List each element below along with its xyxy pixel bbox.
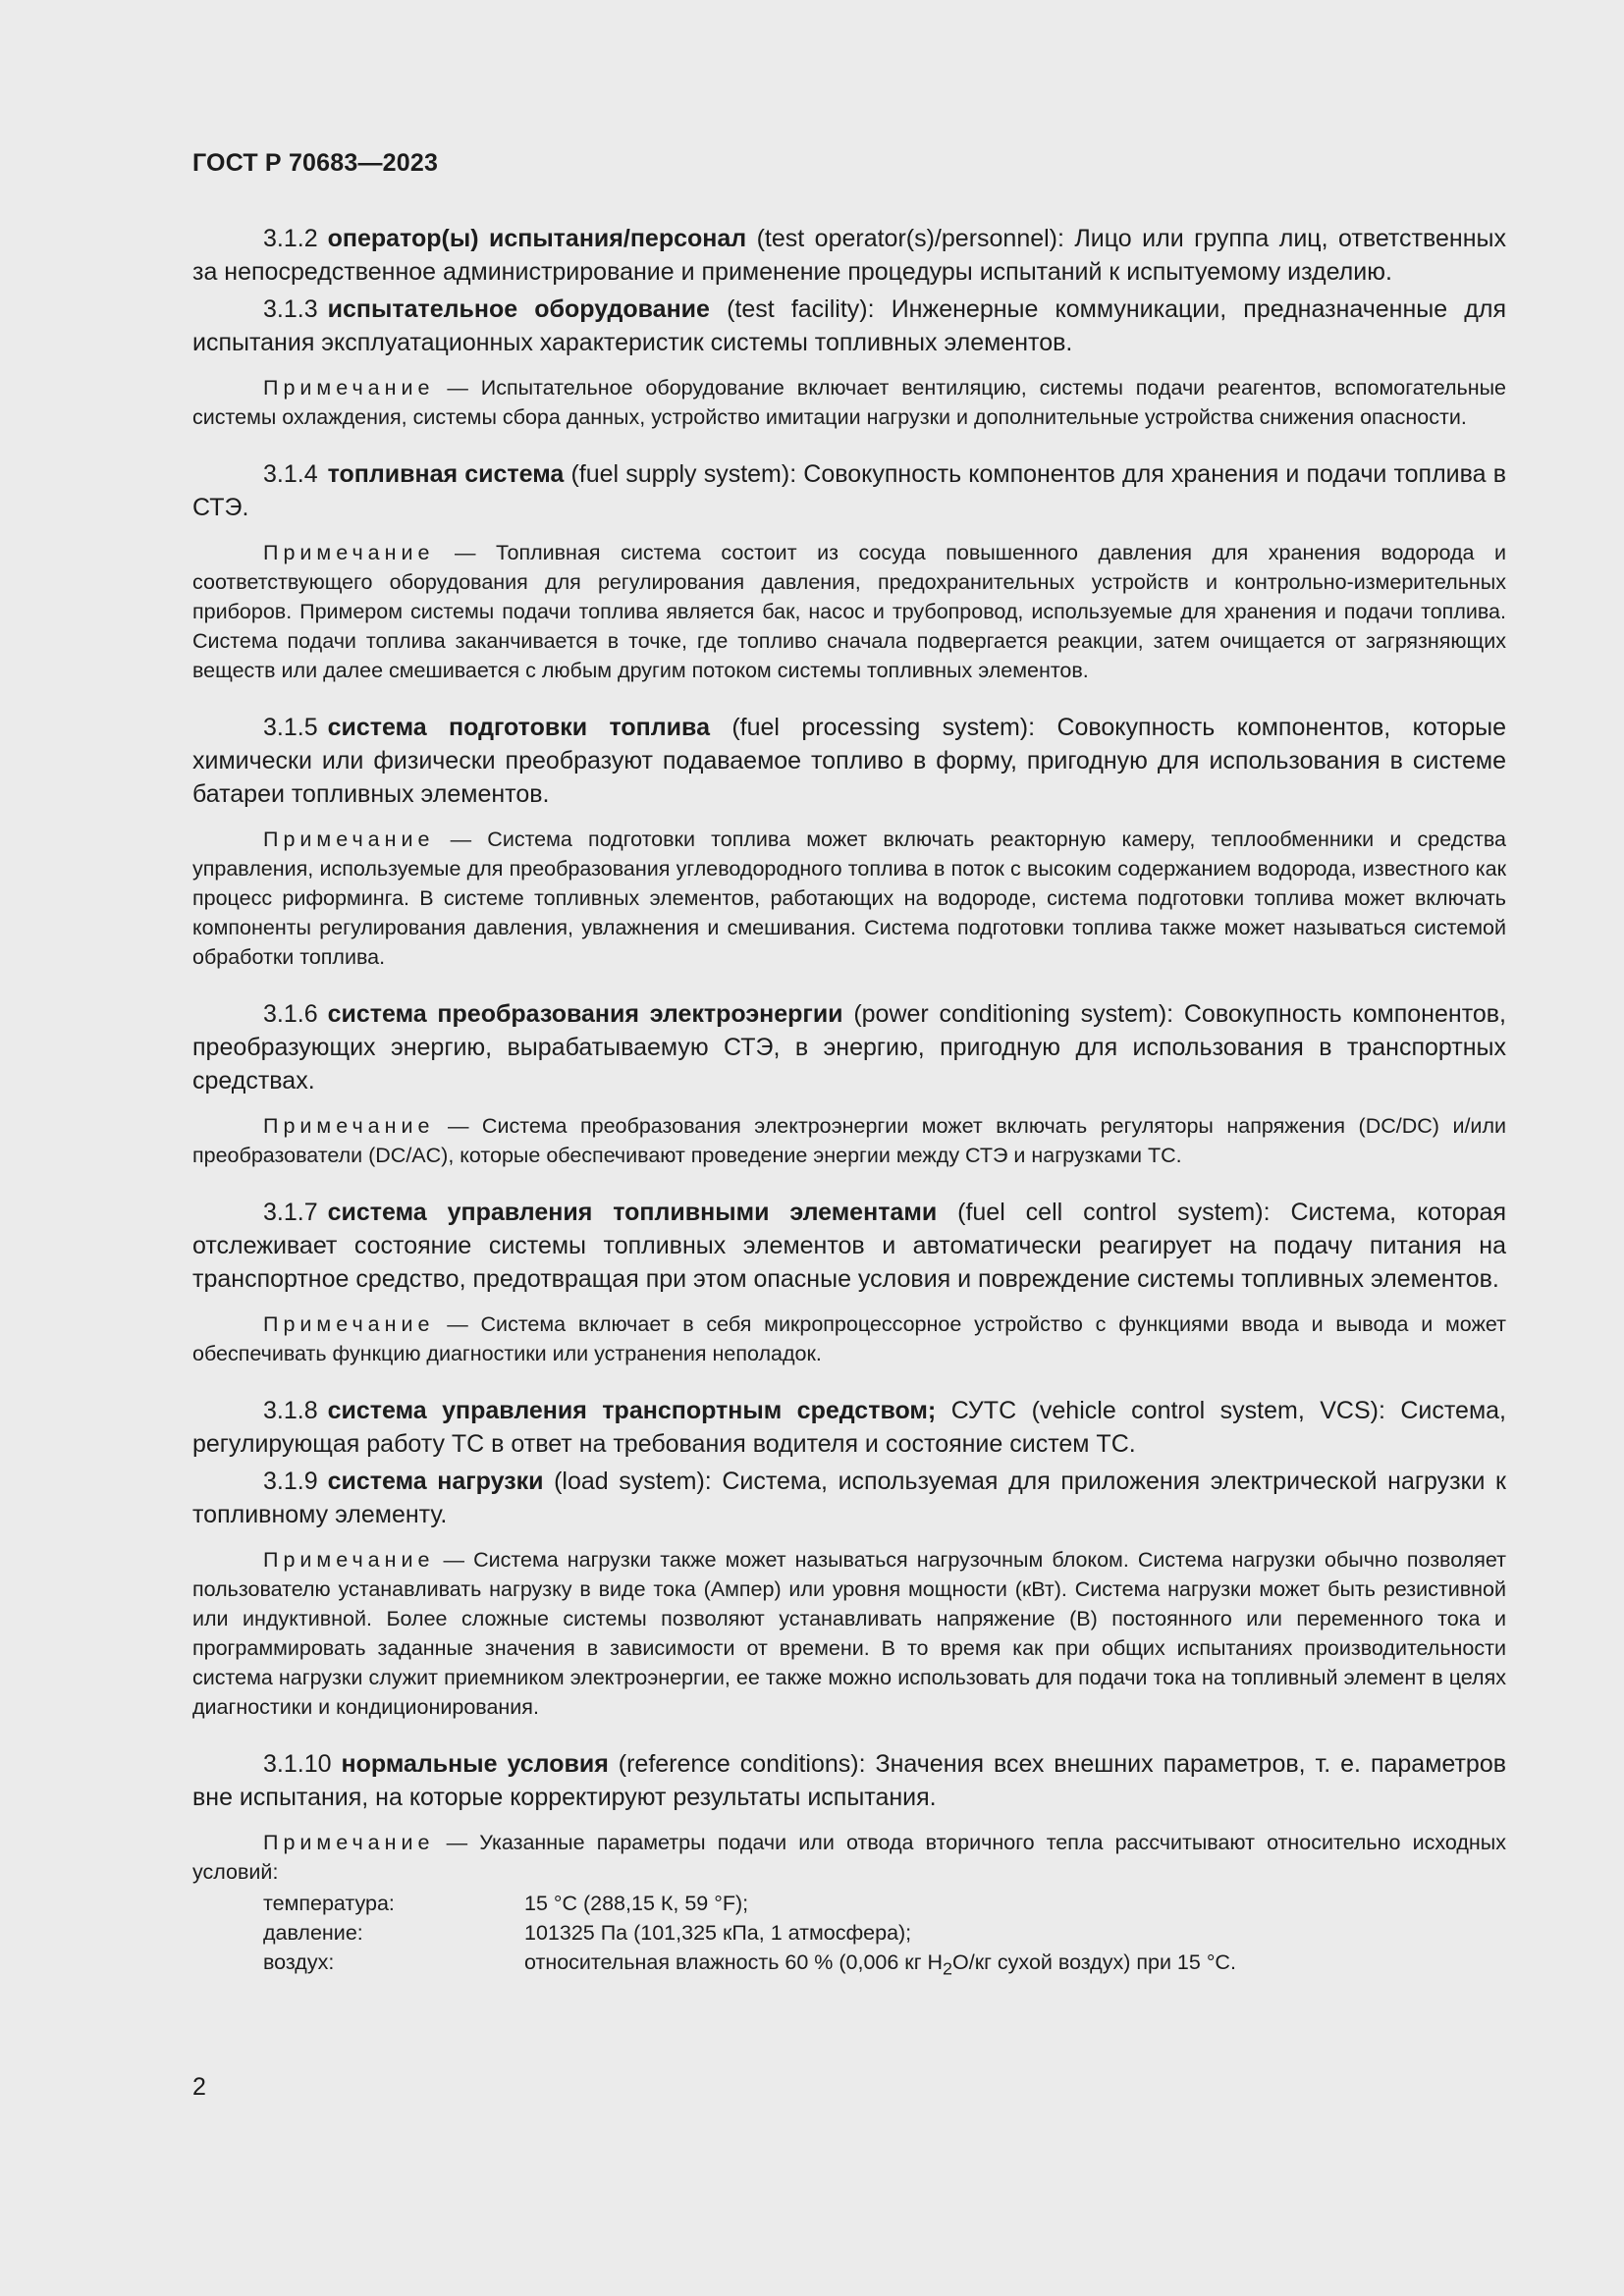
note-label: Примечание xyxy=(263,1114,435,1138)
term-number: 3.1.5 xyxy=(263,714,318,741)
condition-value-part: относительная влажность 60 % (0,006 кг H xyxy=(524,1950,944,1974)
term-3-1-3 xyxy=(192,293,1506,359)
term-english: (fuel cell control system): xyxy=(937,1199,1271,1226)
note-text: — Испытательное оборудование включает вентиляцию, системы подачи реагентов, вспомогательные системы охлаждения, системы сбора данных, устройство имитации нагрузки и дополнительные устройства снижения опасности. xyxy=(192,376,1506,429)
term-english: (fuel processing system): xyxy=(709,714,1036,741)
term-english: (load system): xyxy=(543,1468,712,1495)
term-definition: Совокупность компонентов, преобразующих энергию, вырабатываемую СТЭ, в энергию, пригодную для использования в транспортных средствах. xyxy=(192,1000,1506,1095)
condition-name: температура: xyxy=(263,1892,395,1915)
reference-conditions-list xyxy=(263,1889,1506,1983)
term-definition: Система, регулирующая работу ТС в ответ на требования водителя и состояние систем ТС. xyxy=(192,1397,1507,1458)
document-header: ГОСТ Р 70683—2023 xyxy=(192,149,439,177)
term-number: 3.1.8 xyxy=(263,1397,318,1424)
term-title: система подготовки топлива xyxy=(327,714,710,741)
note-text: — Система нагрузки также может называться нагрузочным блоком. Система нагрузки обычно позволяет пользователю устанавливать нагрузку в виде тока (Ампер) или уровня мощности (кВт). Система нагрузки может быть резистивной или индуктивной. Более сложные системы позволяют устанавливать напряжение (В) постоянного или переменного тока и программировать заданные значения в зависимости от времени. В то время как при общих испытаниях производительности система нагрузки служит приемником электроэнергии, ее также можно использовать для подачи тока на топливный элемент в целях диагностики и кондиционирования. xyxy=(192,1548,1506,1719)
note-3-1-7 xyxy=(192,1309,1506,1368)
term-title: система управления транспортным средством; xyxy=(327,1397,937,1424)
term-3-1-9 xyxy=(192,1465,1506,1531)
term-definition: Система, которая отслеживает состояние системы топливных элементов и автоматически реагирует на подачу питания на транспортное средство, предотвращая при этом опасные условия и повреждение системы топливных элементов. xyxy=(192,1199,1506,1293)
term-title: оператор(ы) испытания/персонал xyxy=(327,225,747,252)
note-3-1-5 xyxy=(192,825,1506,972)
term-3-1-10 xyxy=(192,1747,1506,1814)
document-body xyxy=(192,222,1506,1983)
term-3-1-5 xyxy=(192,711,1506,811)
subscript: 2 xyxy=(943,1958,953,1979)
condition-value xyxy=(524,1948,1236,1983)
condition-name: давление: xyxy=(263,1921,363,1945)
term-english: (power conditioning system): xyxy=(842,1000,1174,1028)
note-label: Примечание xyxy=(263,1831,435,1854)
term-3-1-4 xyxy=(192,457,1506,524)
note-label: Примечание xyxy=(263,828,435,851)
term-definition: Инженерные коммуникации, предназначенные для испытания эксплуатационных характеристик системы топливных элементов. xyxy=(192,295,1506,356)
term-number: 3.1.2 xyxy=(263,225,318,252)
term-definition: Значения всех внешних параметров, т. е. параметров вне испытания, на которые корректируют результаты испытания. xyxy=(192,1750,1507,1811)
term-definition: Совокупность компонентов для хранения и подачи топлива в СТЭ. xyxy=(192,460,1506,521)
term-title: система нагрузки xyxy=(327,1468,544,1495)
term-title: топливная система xyxy=(327,460,565,488)
note-3-1-3 xyxy=(192,373,1506,432)
note-label: Примечание xyxy=(263,1312,435,1336)
term-3-1-6 xyxy=(192,997,1506,1097)
term-title: система преобразования электроэнергии xyxy=(327,1000,843,1028)
note-3-1-9 xyxy=(192,1545,1506,1722)
term-number: 3.1.10 xyxy=(263,1750,332,1778)
note-text: — Система преобразования электроэнергии может включать регуляторы напряжения (DC/DC) и/или преобразователи (DC/AC), которые обеспечивают проведение энергии между СТЭ и нагрузками ТС. xyxy=(192,1114,1506,1167)
condition-value: 15 °C (288,15 К, 59 °F); xyxy=(524,1892,749,1915)
term-number: 3.1.4 xyxy=(263,460,318,488)
note-3-1-4 xyxy=(192,538,1506,685)
condition-name: воздух: xyxy=(263,1950,335,1974)
note-3-1-10 xyxy=(192,1828,1506,1887)
note-label: Примечание xyxy=(263,1548,435,1572)
term-english: (test facility): xyxy=(709,295,875,323)
term-3-1-7 xyxy=(192,1196,1506,1296)
condition-value: 101325 Па (101,325 кПа, 1 атмосфера); xyxy=(524,1921,912,1945)
term-number: 3.1.7 xyxy=(263,1199,318,1226)
term-definition: Лицо или группа лиц, ответственных за непосредственное администрирование и применение процедуры испытаний к испытуемому изделию. xyxy=(192,225,1506,286)
condition-row-pressure xyxy=(263,1918,1506,1948)
note-text: — Топливная система состоит из сосуда повышенного давления для хранения водорода и соответствующего оборудования для регулирования давления, предохранительных устройств и контрольно-измерительных приборов. Примером системы подачи топлива является бак, насос и трубопровод, используемые для хранения и подачи топлива. Система подачи топлива заканчивается в точке, где топливо сначала подвергается реакции, затем очищается от загрязняющих веществ или далее смешивается с любым другим потоком системы топливных элементов. xyxy=(192,541,1506,682)
term-number: 3.1.3 xyxy=(263,295,318,323)
term-definition: Совокупность компонентов, которые химически или физически преобразуют подаваемое топливо в форму, пригодную для использования в системе батареи топливных элементов. xyxy=(192,714,1506,808)
term-number: 3.1.6 xyxy=(263,1000,318,1028)
term-english: СУТС (vehicle control system, VCS): xyxy=(936,1397,1385,1424)
term-definition: Система, используемая для приложения электрической нагрузки к топливному элементу. xyxy=(192,1468,1506,1528)
term-title: система управления топливными элементами xyxy=(327,1199,938,1226)
term-english: (reference conditions): xyxy=(608,1750,866,1778)
term-number: 3.1.9 xyxy=(263,1468,318,1495)
condition-row-temperature xyxy=(263,1889,1506,1918)
term-title: нормальные условия xyxy=(341,1750,609,1778)
note-text: — Система подготовки топлива может включать реакторную камеру, теплообменники и средства управления, используемые для преобразования углеводородного топлива в поток с высоким содержанием водорода, известного как процесс риформинга. В системе топливных элементов, работающих на водороде, система подготовки топлива может включать компоненты регулирования давления, увлажнения и смешивания. Система подготовки топлива также может называться системой обработки топлива. xyxy=(192,828,1506,969)
note-label: Примечание xyxy=(263,376,435,400)
condition-value-part: O/кг сухой воздух) при 15 °C. xyxy=(952,1950,1236,1974)
term-title: испытательное оборудование xyxy=(327,295,710,323)
term-english: (fuel supply system): xyxy=(564,460,797,488)
note-label: Примечание xyxy=(263,541,435,564)
note-3-1-6 xyxy=(192,1111,1506,1170)
term-english: (test operator(s)/personnel): xyxy=(746,225,1064,252)
condition-row-air xyxy=(263,1948,1506,1983)
page-number: 2 xyxy=(192,2073,206,2101)
note-text: — Система включает в себя микропроцессорное устройство с функциями ввода и вывода и может обеспечивать функцию диагностики или устранения неполадок. xyxy=(192,1312,1506,1365)
note-text: — Указанные параметры подачи или отвода вторичного тепла рассчитывают относительно исходных условий: xyxy=(192,1831,1506,1884)
term-3-1-2 xyxy=(192,222,1506,289)
term-3-1-8 xyxy=(192,1394,1506,1461)
